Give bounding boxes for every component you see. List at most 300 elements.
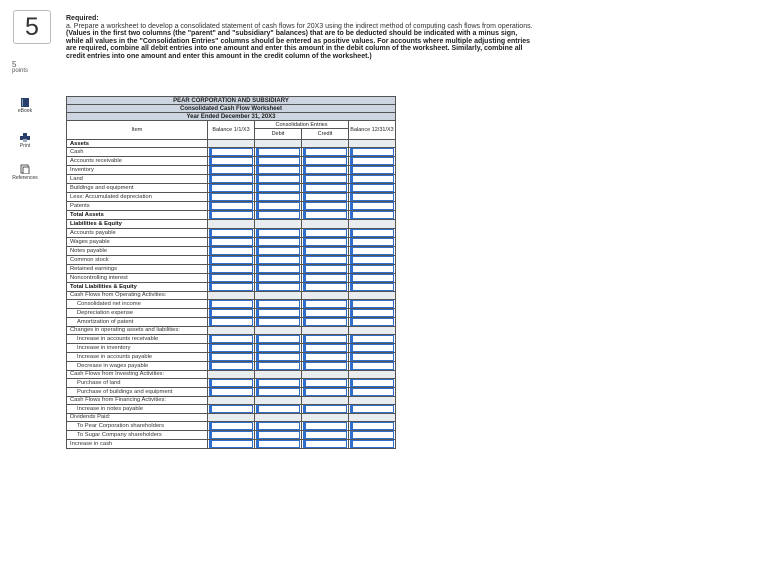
balance-end-cell (349, 334, 396, 343)
balance-start-input[interactable] (209, 211, 253, 219)
balance-end-cell (349, 211, 396, 220)
debit-input[interactable] (256, 344, 300, 352)
credit-cell (302, 291, 349, 299)
credit-cell (302, 157, 349, 166)
row-label: Purchase of buildings and equipment (67, 387, 208, 396)
row-label: Inventory (67, 166, 208, 175)
credit-input[interactable] (303, 431, 347, 439)
debit-cell (255, 440, 302, 449)
worksheet-row (67, 255, 396, 264)
balance-end-cell (349, 440, 396, 449)
debit-cell (255, 175, 302, 184)
row-label: Liabilities & Equity (67, 220, 208, 228)
row-label: Total Liabilities & Equity (67, 282, 208, 291)
balance-end-cell (349, 282, 396, 291)
balance-end-input[interactable] (350, 283, 394, 291)
balance-end-input[interactable] (350, 211, 394, 219)
debit-input[interactable] (256, 405, 300, 413)
worksheet-row (67, 431, 396, 440)
print-button[interactable] (8, 133, 42, 149)
debit-cell (255, 317, 302, 326)
question-number: 5 (25, 12, 39, 41)
balance-start-input[interactable] (209, 388, 253, 396)
credit-input[interactable] (303, 229, 347, 237)
balance-start-cell (208, 140, 255, 148)
debit-input[interactable] (256, 388, 300, 396)
balance-end-input[interactable] (350, 256, 394, 264)
debit-cell (255, 166, 302, 175)
row-label: Buildings and equipment (67, 184, 208, 193)
print-label: Print (19, 143, 31, 149)
balance-start-input[interactable] (209, 247, 253, 255)
balance-start-input[interactable] (209, 274, 253, 282)
worksheet-title-name: Consolidated Cash Flow Worksheet (67, 105, 396, 113)
debit-cell (255, 148, 302, 157)
balance-start-input[interactable] (209, 379, 253, 387)
balance-start-input[interactable] (209, 157, 253, 165)
balance-end-cell (349, 396, 396, 404)
worksheet-row (67, 273, 396, 282)
worksheet-row (67, 308, 396, 317)
worksheet-row (67, 422, 396, 431)
balance-start-cell (208, 431, 255, 440)
credit-input[interactable] (303, 388, 347, 396)
ebook-button[interactable] (8, 98, 42, 114)
credit-cell (302, 422, 349, 431)
balance-start-input[interactable] (209, 283, 253, 291)
points-value: 5 (12, 60, 17, 69)
worksheet-row (67, 343, 396, 352)
debit-input[interactable] (256, 300, 300, 308)
balance-end-cell (349, 140, 396, 148)
credit-cell (302, 440, 349, 449)
balance-end-input[interactable] (350, 247, 394, 255)
debit-cell (255, 396, 302, 404)
debit-input[interactable] (256, 211, 300, 219)
row-label: Assets (67, 140, 208, 148)
balance-start-cell (208, 334, 255, 343)
balance-start-cell (208, 396, 255, 404)
balance-end-input[interactable] (350, 193, 394, 201)
balance-start-cell (208, 273, 255, 282)
worksheet-row (67, 264, 396, 273)
row-label: Increase in inventory (67, 343, 208, 352)
balance-end-cell (349, 299, 396, 308)
balance-end-input[interactable] (350, 229, 394, 237)
references-label: References (12, 175, 38, 181)
balance-end-cell (349, 228, 396, 237)
col-header-balance-start: Balance 1/1/X3 (208, 121, 255, 140)
credit-input[interactable] (303, 318, 347, 326)
balance-end-input[interactable] (350, 388, 394, 396)
row-label: To Sugar Company shareholders (67, 431, 208, 440)
balance-end-cell (349, 370, 396, 378)
worksheet-row (67, 237, 396, 246)
credit-input[interactable] (303, 440, 347, 448)
credit-cell (302, 166, 349, 175)
points-label: points (12, 68, 29, 74)
debit-input[interactable] (256, 335, 300, 343)
balance-start-cell (208, 282, 255, 291)
credit-cell (302, 334, 349, 343)
worksheet-row (67, 378, 396, 387)
debit-input[interactable] (256, 193, 300, 201)
balance-start-input[interactable] (209, 184, 253, 192)
balance-end-cell (349, 308, 396, 317)
credit-cell (302, 361, 349, 370)
balance-start-input[interactable] (209, 256, 253, 264)
row-label: Dividends Paid: (67, 413, 208, 421)
points-info (12, 61, 28, 75)
col-header-consolidation: Consolidation Entries (255, 121, 349, 129)
balance-start-input[interactable] (209, 193, 253, 201)
balance-end-cell (349, 202, 396, 211)
balance-start-input[interactable] (209, 344, 253, 352)
credit-input[interactable] (303, 166, 347, 174)
debit-cell (255, 255, 302, 264)
col-header-item: Item (67, 121, 208, 140)
balance-end-input[interactable] (350, 175, 394, 183)
balance-start-cell (208, 378, 255, 387)
debit-input[interactable] (256, 265, 300, 273)
debit-input[interactable] (256, 157, 300, 165)
credit-cell (302, 193, 349, 202)
row-label: Decrease in wages payable (67, 361, 208, 370)
balance-start-cell (208, 211, 255, 220)
credit-input[interactable] (303, 211, 347, 219)
credit-cell (302, 308, 349, 317)
balance-start-input[interactable] (209, 148, 253, 156)
balance-end-cell (349, 387, 396, 396)
references-button[interactable] (8, 164, 42, 181)
debit-cell (255, 211, 302, 220)
worksheet-row (67, 184, 396, 193)
required-heading: Required: (66, 15, 99, 22)
balance-start-input[interactable] (209, 229, 253, 237)
credit-input[interactable] (303, 405, 347, 413)
balance-end-input[interactable] (350, 265, 394, 273)
credit-cell (302, 370, 349, 378)
col-header-debit: Debit (255, 129, 302, 140)
part-a-text: a. Prepare a worksheet to develop a consolidated statement of cash flows for 20X3 using the indirect method of computing cash flows from operations. (66, 22, 533, 30)
worksheet-row (67, 317, 396, 326)
balance-end-cell (349, 291, 396, 299)
instructions (66, 15, 536, 61)
debit-input[interactable] (256, 238, 300, 246)
balance-end-input[interactable] (350, 148, 394, 156)
balance-end-cell (349, 193, 396, 202)
balance-start-cell (208, 308, 255, 317)
debit-input[interactable] (256, 166, 300, 174)
credit-cell (302, 299, 349, 308)
row-label: Less: Accumulated depreciation (67, 193, 208, 202)
row-label: Noncontrolling interest (67, 273, 208, 282)
credit-input[interactable] (303, 184, 347, 192)
credit-cell (302, 273, 349, 282)
balance-start-input[interactable] (209, 318, 253, 326)
balance-start-input[interactable] (209, 309, 253, 317)
debit-input[interactable] (256, 229, 300, 237)
balance-end-input[interactable] (350, 184, 394, 192)
balance-start-cell (208, 255, 255, 264)
debit-input[interactable] (256, 256, 300, 264)
credit-input[interactable] (303, 274, 347, 282)
debit-cell (255, 361, 302, 370)
debit-input[interactable] (256, 184, 300, 192)
credit-input[interactable] (303, 256, 347, 264)
balance-end-cell (349, 326, 396, 334)
credit-input[interactable] (303, 247, 347, 255)
row-label: Purchase of land (67, 378, 208, 387)
book-icon (20, 98, 30, 107)
row-label: Depreciation expense (67, 308, 208, 317)
debit-cell (255, 291, 302, 299)
debit-cell (255, 343, 302, 352)
credit-input[interactable] (303, 344, 347, 352)
credit-input[interactable] (303, 353, 347, 361)
balance-end-input[interactable] (350, 335, 394, 343)
worksheet-row (67, 299, 396, 308)
balance-start-cell (208, 291, 255, 299)
row-label: Cash Flows from Investing Activities: (67, 370, 208, 378)
row-label: Cash Flows from Financing Activities: (67, 396, 208, 404)
debit-cell (255, 184, 302, 193)
row-label: Patents (67, 202, 208, 211)
worksheet-row (67, 148, 396, 157)
balance-end-input[interactable] (350, 379, 394, 387)
balance-end-cell (349, 378, 396, 387)
balance-start-cell (208, 422, 255, 431)
credit-input[interactable] (303, 175, 347, 183)
balance-start-input[interactable] (209, 202, 253, 210)
balance-start-cell (208, 387, 255, 396)
worksheet-title-company: PEAR CORPORATION AND SUBSIDIARY (67, 97, 396, 105)
debit-cell (255, 334, 302, 343)
credit-input[interactable] (303, 193, 347, 201)
balance-end-cell (349, 184, 396, 193)
balance-end-cell (349, 404, 396, 413)
row-label: Increase in accounts receivable (67, 334, 208, 343)
balance-end-cell (349, 148, 396, 157)
debit-input[interactable] (256, 362, 300, 370)
credit-cell (302, 228, 349, 237)
balance-start-input[interactable] (209, 405, 253, 413)
balance-end-input[interactable] (350, 309, 394, 317)
row-label: Notes payable (67, 246, 208, 255)
row-label: Changes in operating assets and liabilities: (67, 326, 208, 334)
row-label: Wages payable (67, 237, 208, 246)
credit-cell (302, 343, 349, 352)
balance-end-input[interactable] (350, 405, 394, 413)
balance-end-cell (349, 157, 396, 166)
worksheet-row (67, 140, 396, 148)
credit-cell (302, 140, 349, 148)
balance-end-input[interactable] (350, 431, 394, 439)
balance-start-cell (208, 175, 255, 184)
debit-cell (255, 413, 302, 421)
debit-input[interactable] (256, 318, 300, 326)
credit-input[interactable] (303, 202, 347, 210)
credit-cell (302, 404, 349, 413)
worksheet-row (67, 334, 396, 343)
row-label: Cash (67, 148, 208, 157)
balance-start-input[interactable] (209, 175, 253, 183)
balance-start-input[interactable] (209, 353, 253, 361)
row-label: Increase in cash (67, 440, 208, 449)
debit-input[interactable] (256, 274, 300, 282)
credit-cell (302, 220, 349, 228)
balance-end-input[interactable] (350, 422, 394, 430)
balance-end-input[interactable] (350, 166, 394, 174)
balance-start-cell (208, 440, 255, 449)
worksheet-row (67, 220, 396, 228)
debit-input[interactable] (256, 379, 300, 387)
debit-input[interactable] (256, 353, 300, 361)
balance-end-input[interactable] (350, 300, 394, 308)
credit-input[interactable] (303, 265, 347, 273)
balance-end-cell (349, 246, 396, 255)
balance-end-cell (349, 273, 396, 282)
balance-end-input[interactable] (350, 202, 394, 210)
balance-end-cell (349, 352, 396, 361)
worksheet-row (67, 211, 396, 220)
balance-start-cell (208, 326, 255, 334)
credit-input[interactable] (303, 148, 347, 156)
balance-end-input[interactable] (350, 440, 394, 448)
balance-start-input[interactable] (209, 440, 253, 448)
balance-start-cell (208, 237, 255, 246)
debit-cell (255, 326, 302, 334)
balance-start-cell (208, 166, 255, 175)
worksheet-row (67, 413, 396, 421)
credit-cell (302, 413, 349, 421)
debit-cell (255, 202, 302, 211)
balance-start-cell (208, 299, 255, 308)
credit-input[interactable] (303, 238, 347, 246)
credit-cell (302, 148, 349, 157)
col-header-balance-end: Balance 12/31/X3 (349, 121, 396, 140)
credit-input[interactable] (303, 300, 347, 308)
row-label: Retained earnings (67, 264, 208, 273)
balance-end-input[interactable] (350, 362, 394, 370)
worksheet-row (67, 396, 396, 404)
worksheet-row (67, 228, 396, 237)
printer-icon (20, 133, 30, 142)
worksheet-row (67, 175, 396, 184)
credit-cell (302, 237, 349, 246)
debit-input[interactable] (256, 202, 300, 210)
credit-cell (302, 255, 349, 264)
debit-cell (255, 220, 302, 228)
debit-cell (255, 299, 302, 308)
credit-cell (302, 175, 349, 184)
credit-cell (302, 317, 349, 326)
row-label: Common stock (67, 255, 208, 264)
credit-input[interactable] (303, 379, 347, 387)
credit-input[interactable] (303, 422, 347, 430)
balance-end-input[interactable] (350, 274, 394, 282)
worksheet-row (67, 282, 396, 291)
debit-cell (255, 370, 302, 378)
debit-cell (255, 378, 302, 387)
row-label: Accounts receivable (67, 157, 208, 166)
credit-cell (302, 396, 349, 404)
balance-end-cell (349, 361, 396, 370)
balance-start-input[interactable] (209, 431, 253, 439)
debit-input[interactable] (256, 148, 300, 156)
balance-start-input[interactable] (209, 265, 253, 273)
credit-cell (302, 184, 349, 193)
balance-end-input[interactable] (350, 318, 394, 326)
balance-end-input[interactable] (350, 157, 394, 165)
worksheet-row (67, 291, 396, 299)
debit-cell (255, 352, 302, 361)
credit-input[interactable] (303, 362, 347, 370)
worksheet-row (67, 361, 396, 370)
worksheet-row (67, 370, 396, 378)
balance-end-cell (349, 317, 396, 326)
balance-start-input[interactable] (209, 166, 253, 174)
worksheet-row (67, 157, 396, 166)
debit-input[interactable] (256, 422, 300, 430)
debit-input[interactable] (256, 431, 300, 439)
debit-cell (255, 387, 302, 396)
credit-cell (302, 202, 349, 211)
balance-end-input[interactable] (350, 344, 394, 352)
balance-end-cell (349, 413, 396, 421)
balance-start-input[interactable] (209, 335, 253, 343)
balance-start-cell (208, 184, 255, 193)
worksheet-title-period: Year Ended December 31, 20X3 (67, 113, 396, 121)
balance-start-cell (208, 157, 255, 166)
balance-start-input[interactable] (209, 238, 253, 246)
balance-end-input[interactable] (350, 353, 394, 361)
row-label: Accounts payable (67, 228, 208, 237)
debit-cell (255, 431, 302, 440)
credit-cell (302, 352, 349, 361)
worksheet-row (67, 326, 396, 334)
debit-input[interactable] (256, 309, 300, 317)
debit-cell (255, 308, 302, 317)
credit-input[interactable] (303, 157, 347, 165)
balance-start-cell (208, 220, 255, 228)
credit-cell (302, 431, 349, 440)
row-label: Increase in accounts payable (67, 352, 208, 361)
balance-start-input[interactable] (209, 300, 253, 308)
balance-start-cell (208, 370, 255, 378)
balance-start-cell (208, 228, 255, 237)
balance-end-cell (349, 343, 396, 352)
credit-input[interactable] (303, 335, 347, 343)
balance-end-input[interactable] (350, 238, 394, 246)
credit-input[interactable] (303, 283, 347, 291)
debit-cell (255, 228, 302, 237)
balance-start-cell (208, 193, 255, 202)
credit-cell (302, 387, 349, 396)
debit-input[interactable] (256, 440, 300, 448)
balance-start-cell (208, 404, 255, 413)
credit-cell (302, 282, 349, 291)
debit-input[interactable] (256, 247, 300, 255)
credit-input[interactable] (303, 309, 347, 317)
debit-input[interactable] (256, 175, 300, 183)
balance-start-input[interactable] (209, 362, 253, 370)
debit-cell (255, 404, 302, 413)
debit-input[interactable] (256, 283, 300, 291)
debit-cell (255, 157, 302, 166)
balance-start-input[interactable] (209, 422, 253, 430)
credit-cell (302, 264, 349, 273)
